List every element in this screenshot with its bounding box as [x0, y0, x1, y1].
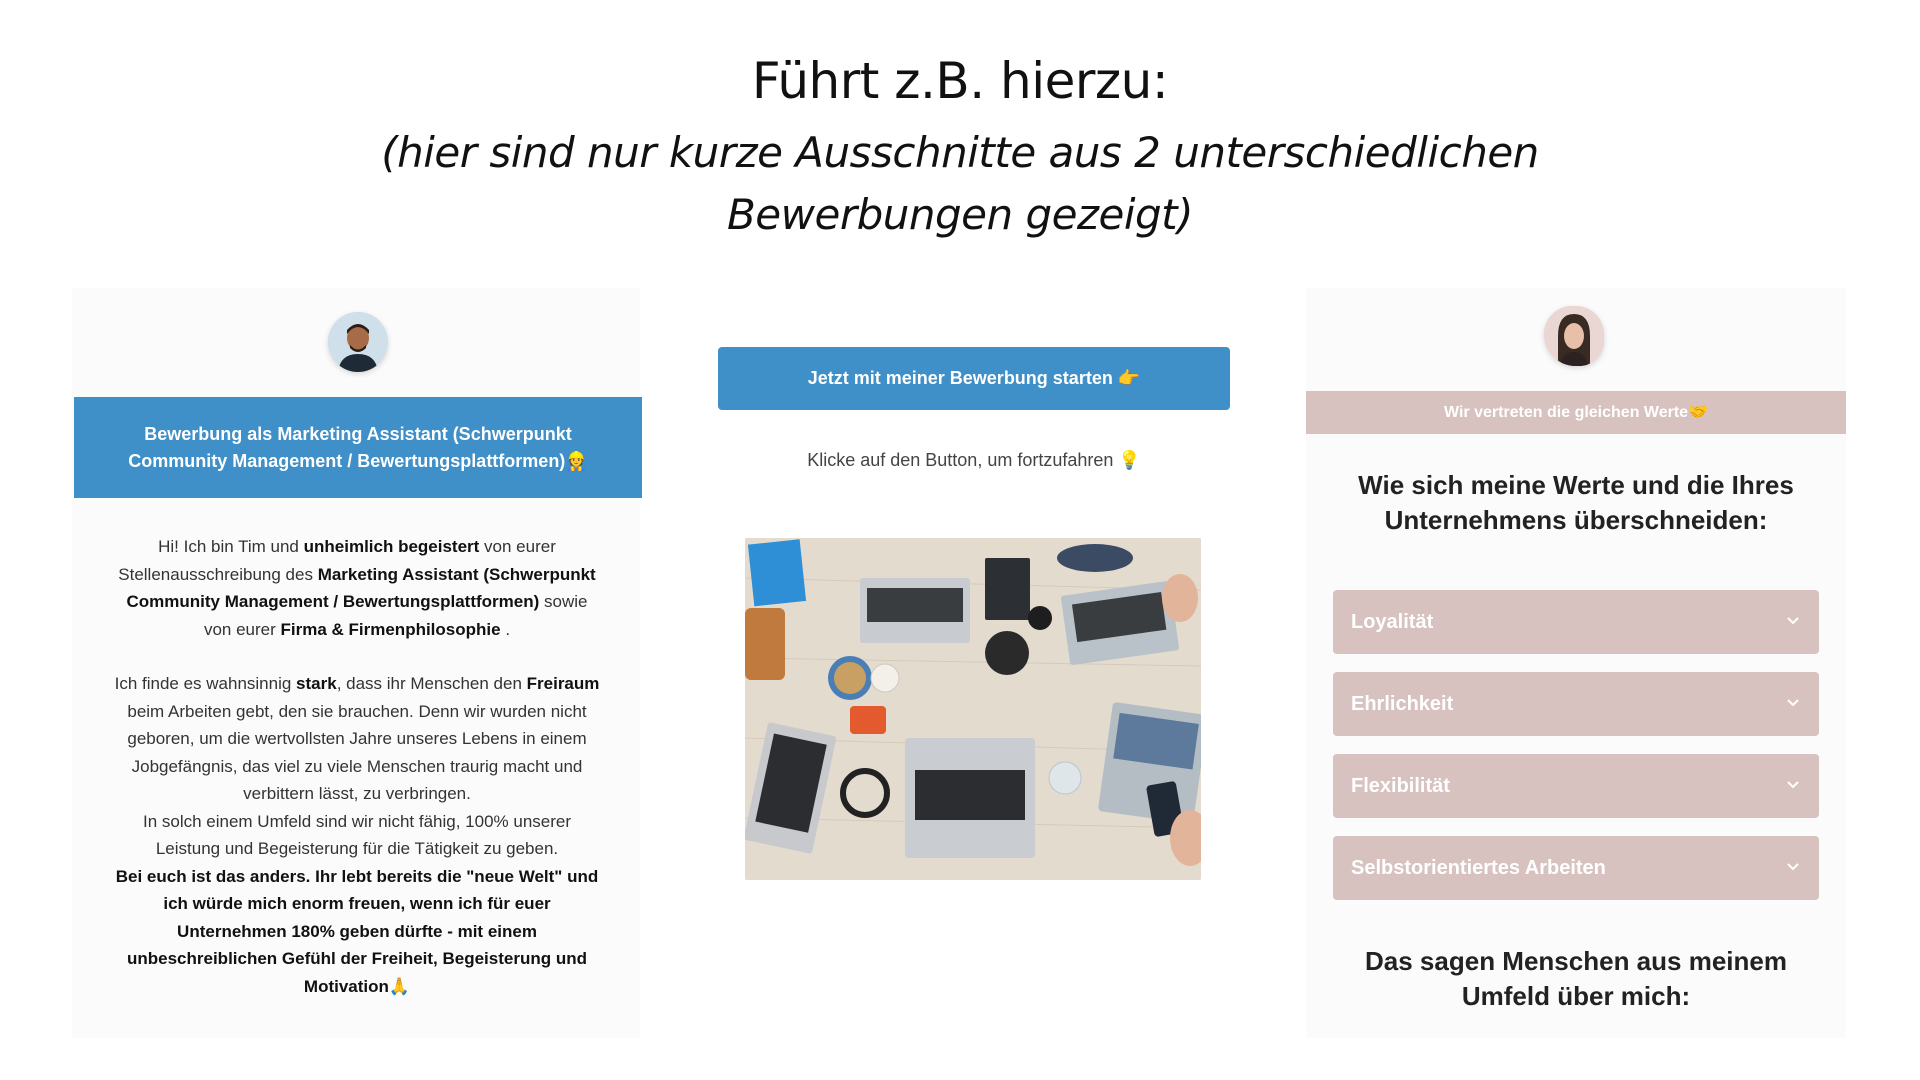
accordion-flexibilitaet[interactable]: [1333, 754, 1819, 818]
values-heading: Wie sich meine Werte und die Ihres Unternehmens überschneiden:: [1358, 470, 1794, 535]
testimonials-heading: Das sagen Menschen aus meinem Umfeld über mich:: [1365, 946, 1787, 1011]
accordion-ehrlichkeit[interactable]: [1333, 672, 1819, 736]
accordion-loyalitaet[interactable]: [1333, 590, 1819, 654]
accordion-label: Flexibilität: [1351, 774, 1450, 797]
cover-letter-text: Hi! Ich bin Tim und unheimlich begeistert von eurer Stellenausschreibung des Marketing Assistant (Schwerpunkt Community Management / Bewertungsplattformen) sowie von eurer Firma & Firmenphilosophie . Ich finde es wahnsinnig stark, dass ihr Menschen den Freiraum beim Arbeiten gebt, den sie brauchen. Denn wir wurden nicht geboren, um die wertvollsten Jahre unseres Lebens in einem Jobgefängnis, das viel zu viele Menschen traurig macht und verbittern lässt, zu verbringen. In solch einem Umfeld sind wir nicht fähig, 100% unserer Leistung und Begeisterung für die Tätigkeit zu geben. Bei euch ist das anders. Ihr lebt bereits die "neue Welt" und ich würde mich enorm freuen, wenn ich für euer Unternehmen 180% geben dürfte - mit einem unbeschreiblichen Gefühl der Freiheit, Begeisterung und Motivation🙏: [114, 537, 600, 996]
workspace-photo: [745, 538, 1201, 880]
application-title-bar: Bewerbung als Marketing Assistant (Schwerpunkt Community Management / Bewertungsplattformen)👷: [74, 397, 642, 498]
application-panel-values: [1306, 288, 1846, 1038]
page-subheadline: (hier sind nur kurze Ausschnitte aus 2 unterschiedlichen Bewerbungen gezeigt): [381, 128, 1539, 239]
accordion-label: Loyalität: [1351, 610, 1434, 633]
chevron-down-icon: [1785, 611, 1801, 634]
accordion-label: Selbstorientiertes Arbeiten: [1351, 856, 1606, 879]
chevron-down-icon: [1785, 857, 1801, 880]
avatar-tim: [328, 312, 388, 372]
chevron-down-icon: [1785, 775, 1801, 798]
chevron-down-icon: [1785, 693, 1801, 716]
accordion-label: Ehrlichkeit: [1351, 692, 1454, 715]
start-application-button[interactable]: Jetzt mit meiner Bewerbung starten 👉: [718, 347, 1230, 410]
values-banner: Wir vertreten die gleichen Werte🤝: [1306, 391, 1846, 434]
accordion-selbstorientiertes-arbeiten[interactable]: [1333, 836, 1819, 900]
avatar-woman: [1544, 306, 1604, 366]
page-headline: Führt z.B. hierzu:: [751, 52, 1169, 110]
application-panel-tim: [72, 288, 640, 1038]
button-hint-text: Klicke auf den Button, um fortzufahren 💡: [807, 450, 1141, 470]
